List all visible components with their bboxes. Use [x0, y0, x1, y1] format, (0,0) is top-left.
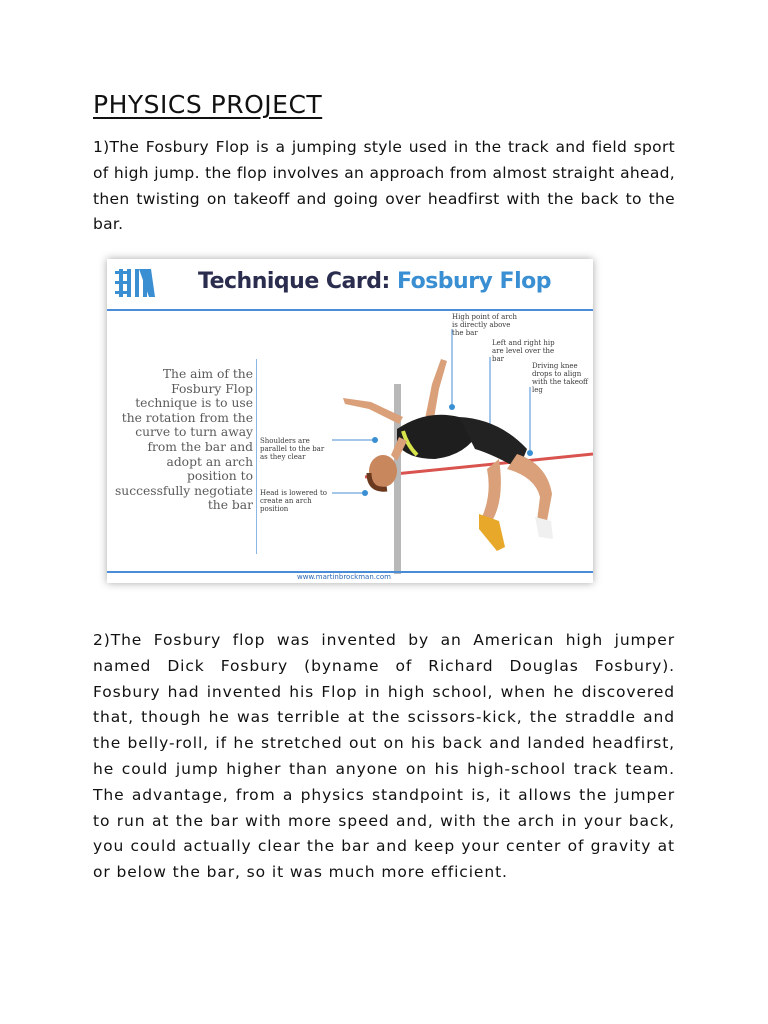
aim-text: The aim of the Fosbury Flop technique is to use the rotation from the curve to turn away from the bar and adopt an arch position to successfully negotiate the bar [115, 367, 253, 513]
paragraph-1: 1)The Fosbury Flop is a jumping style used in the track and field sport of high jump. the flop involves an approach from almost straight ahead, then twisting on takeoff and going over headfirst with the back to the bar. [93, 138, 675, 234]
page-title: PHYSICS PROJECT [93, 90, 323, 119]
note-shoulders: Shoulders are parallel to the bar as they clear [260, 437, 325, 461]
note-hips: Left and right hip are level over the bar [492, 339, 555, 363]
card-title-plain: Technique Card: [198, 269, 397, 294]
athlete-figure [343, 359, 553, 551]
athlete-illustration [107, 259, 593, 583]
note-head: Head is lowered to create an arch position [260, 489, 327, 513]
note-arch: High point of arch is directly above the bar [452, 313, 518, 337]
card-title-highlight: Fosbury Flop [396, 269, 551, 294]
technique-card-image [107, 259, 593, 583]
note-knee: Driving knee drops to align with the takeoff leg [532, 362, 589, 394]
paragraph-2: 2)The Fosbury flop was invented by an American high jumper named Dick Fosbury (byname of Richard Douglas Fosbury). Fosbury had invented his Flop in high school, when he discovered that, though he was terrible at the scissors-kick, the straddle and the belly-roll, if he stretched out on his back and landed headfirst, he could jump higher than anyone on his high-school track team. The advantage, from a physics standpoint is, it allows the jumper to run at the bar with more speed and, with the arch in your back, you could actually clear the bar and keep your center of gravity at or below the bar, so it was much more efficient. [93, 631, 675, 882]
card-source-url: www.martinbrockman.com [297, 573, 391, 581]
